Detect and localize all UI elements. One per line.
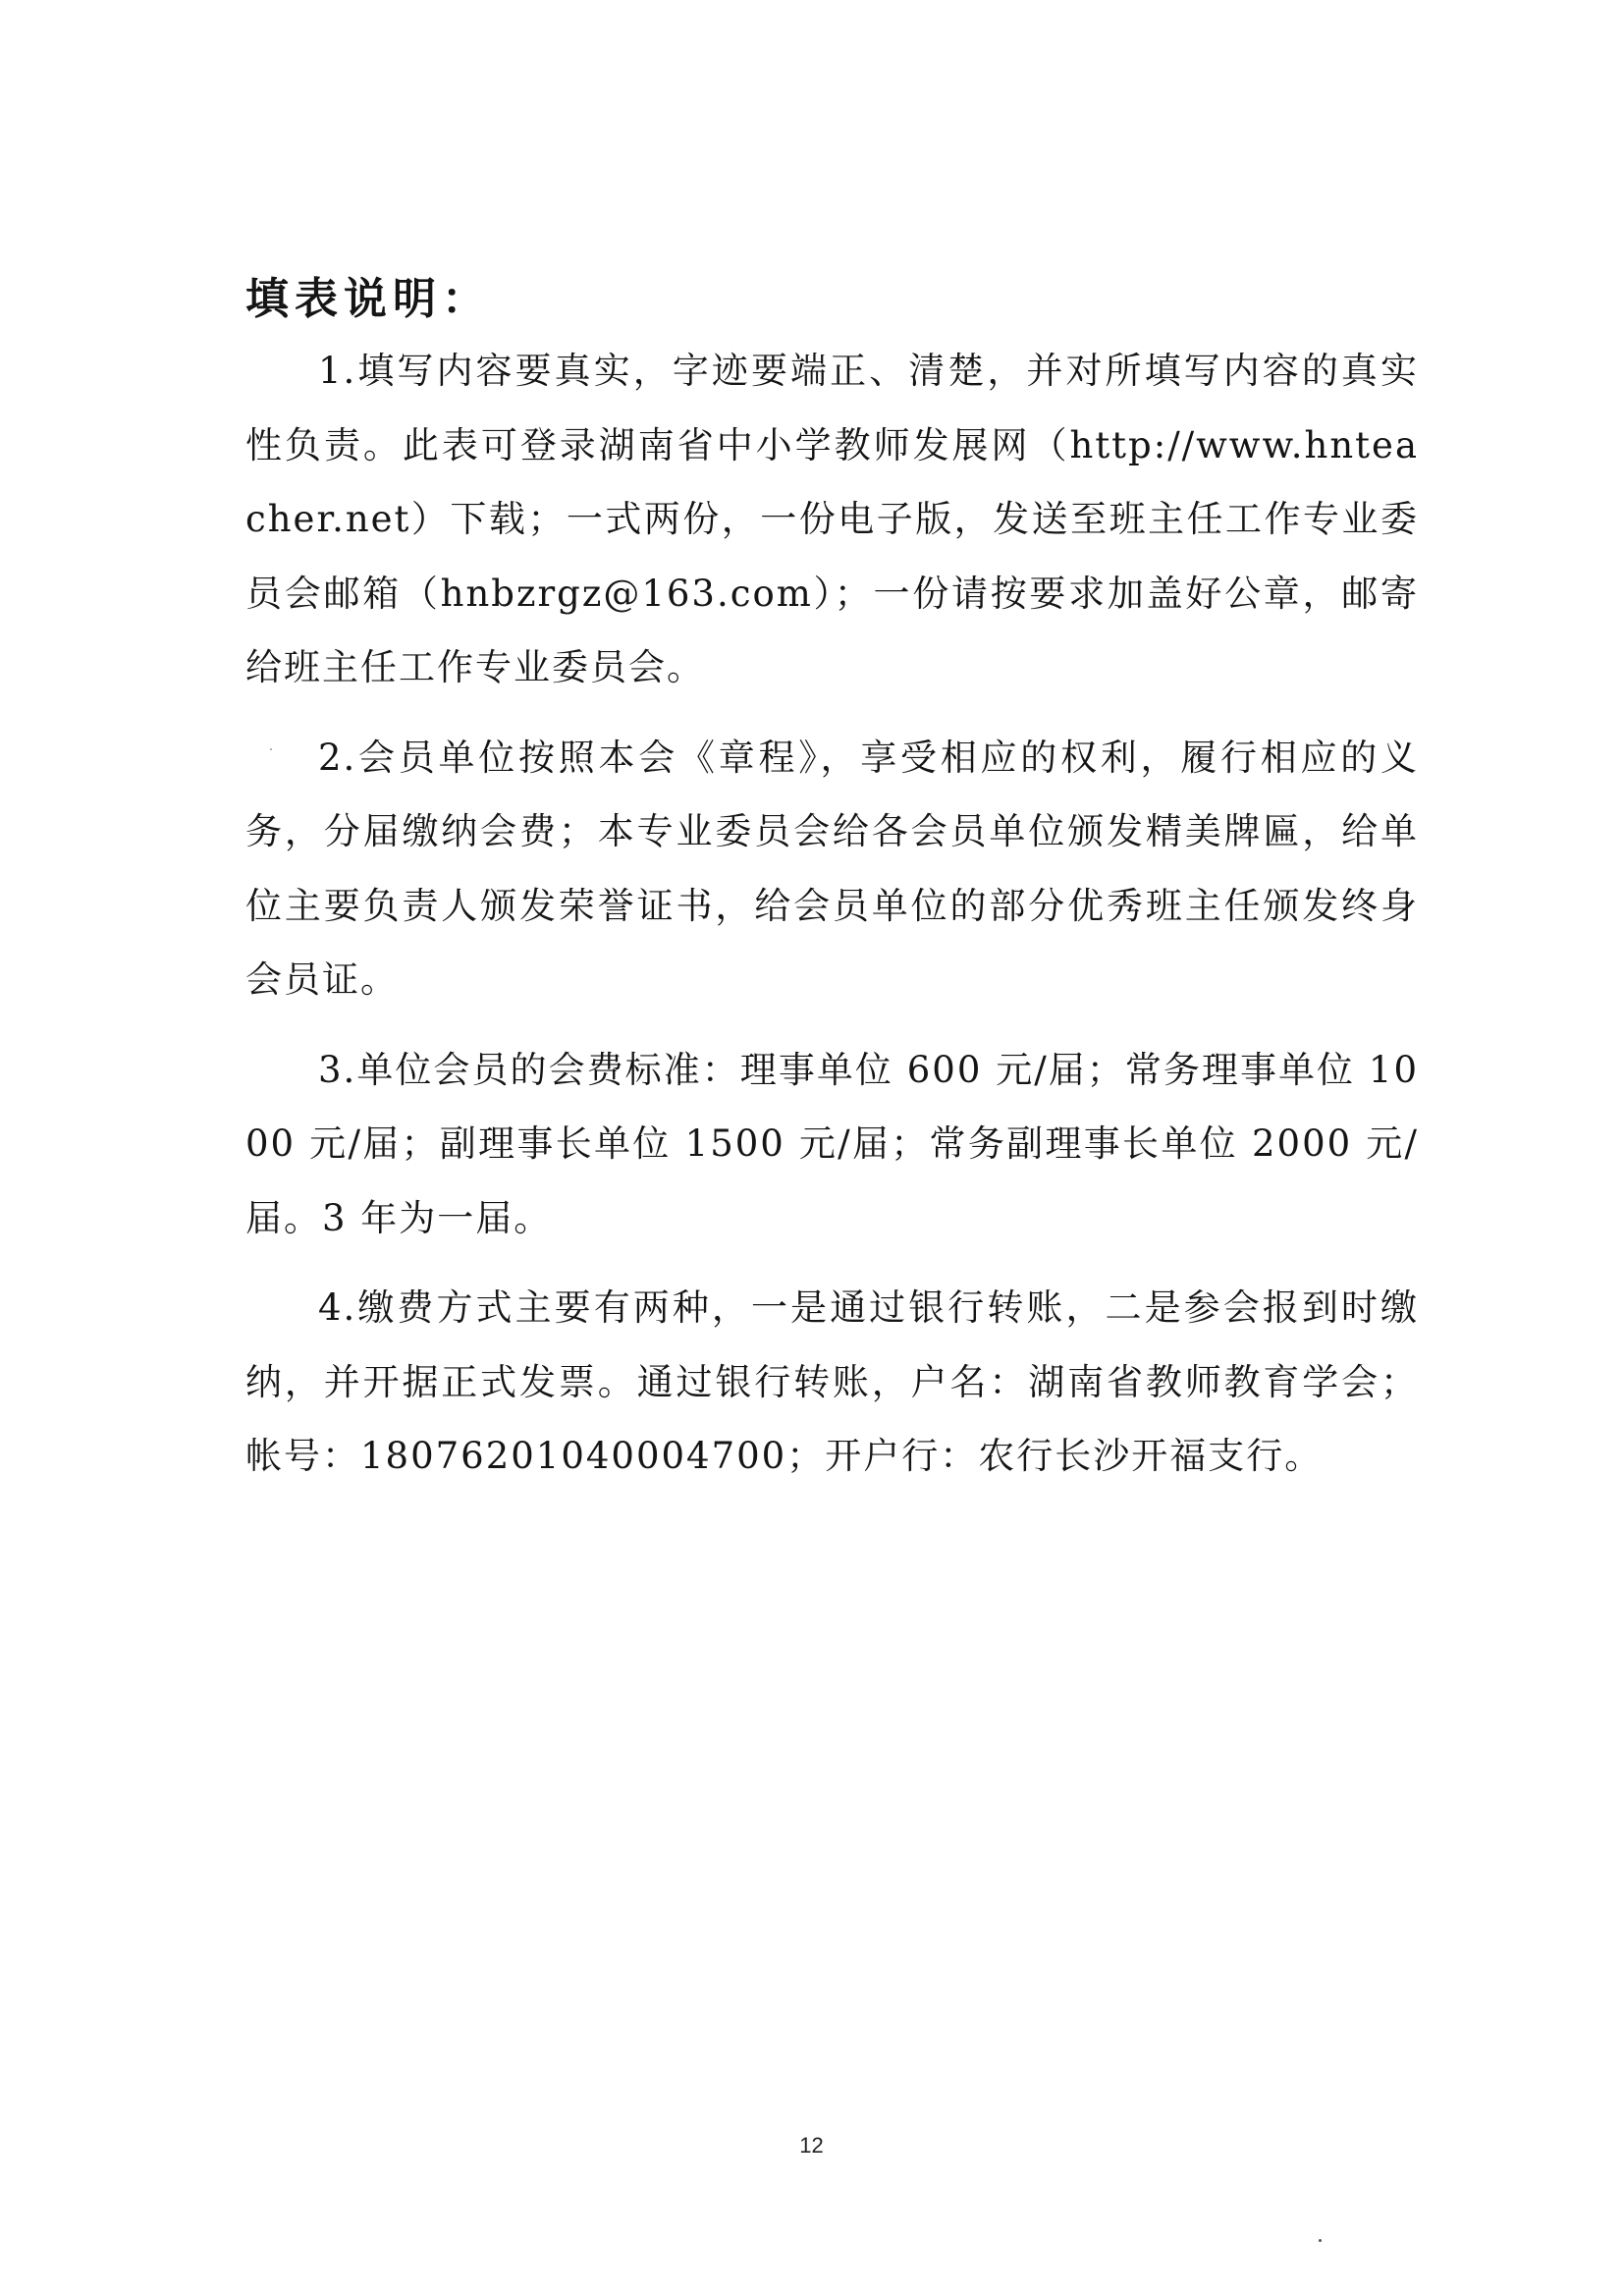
instructions-heading: 填表说明： (245, 274, 491, 324)
scan-speck (270, 748, 272, 750)
scan-speck (1319, 2239, 1322, 2242)
instructions-body (245, 334, 1419, 1509)
instruction-paragraph-2: 2.会员单位按照本会《章程》，享受相应的权利，履行相应的义务，分届缴纳会费；本专业委员会给各会员单位颁发精美牌匾，给单位主要负责人颁发荣誉证书，给会员单位的部分优秀班主任颁发终身会员证。 (245, 736, 1419, 1001)
page-number: 12 (799, 2133, 824, 2158)
instruction-paragraph-4: 4.缴费方式主要有两种，一是通过银行转账，二是参会报到时缴纳，并开据正式发票。通过银行转账，户名：湖南省教师教育学会；帐号：18076201040004700；开户行：农行长沙开福支行。 (245, 1286, 1419, 1477)
instruction-paragraph-3: 3.单位会员的会费标准：理事单位 600 元/届；常务理事单位 1000 元/届；副理事长单位 1500 元/届；常务副理事长单位 2000 元/届。3 年为一届。 (245, 1048, 1419, 1239)
instruction-paragraph-1: 1.填写内容要真实，字迹要端正、清楚，并对所填写内容的真实性负责。此表可登录湖南省中小学教师发展网（http://www.hnteacher.net）下载；一式两份，一份电子版，发送至班主任工作专业委员会邮箱（hnbzrgz@163.com）；一份请按要求加盖好公章，邮寄给班主任工作专业委员会。 (245, 350, 1419, 688)
